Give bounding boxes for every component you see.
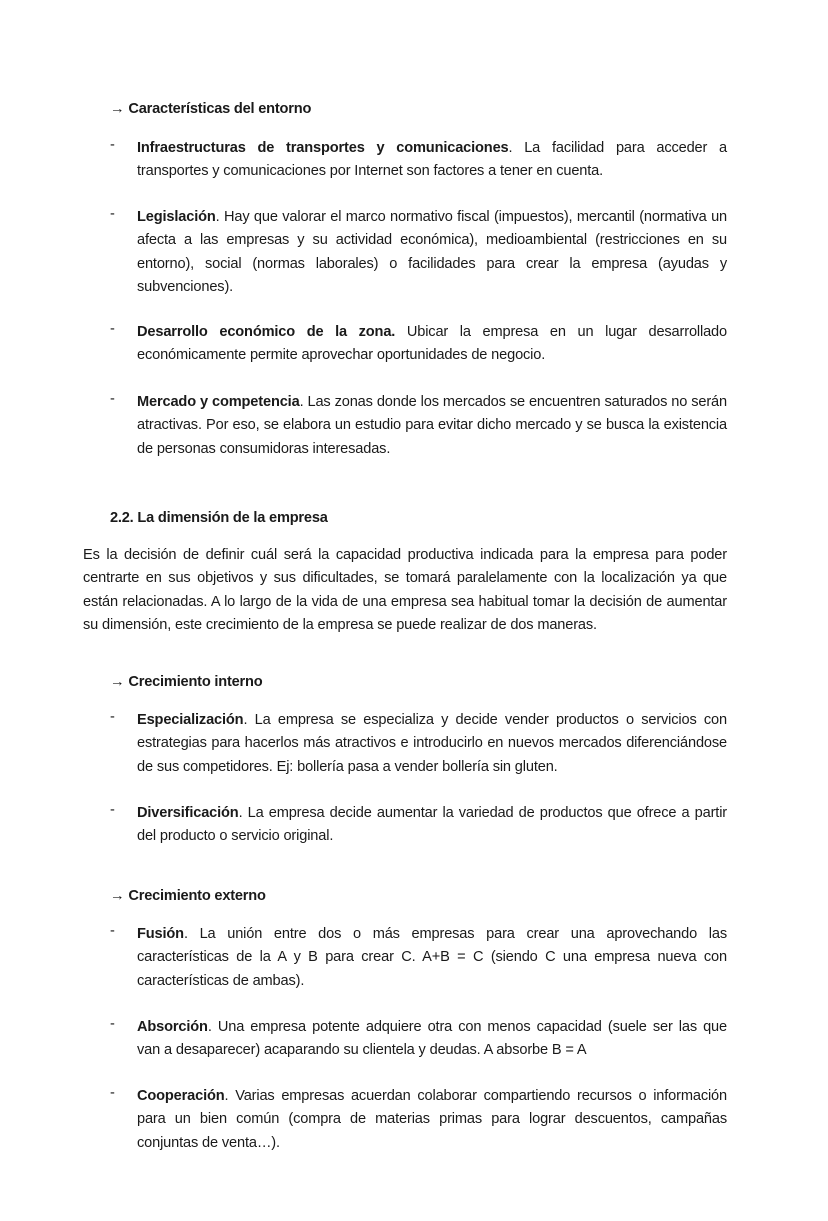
bullet-dash: - <box>110 1016 115 1032</box>
bullet-dash: - <box>110 206 115 222</box>
subheading-text: Crecimiento externo <box>128 888 266 904</box>
arrow-icon: → <box>110 888 125 904</box>
list-item-term: Diversificación <box>137 805 239 821</box>
list-item-body <box>137 923 727 993</box>
subheading-externo <box>110 888 266 904</box>
bullet-dash: - <box>110 321 115 337</box>
bullet-dash: - <box>110 137 115 153</box>
bullet-dash: - <box>110 1085 115 1101</box>
list-item-body <box>137 391 727 461</box>
subheading-entorno <box>110 101 311 117</box>
list-item-term: Fusión <box>137 926 184 942</box>
section-title: 2.2. La dimensión de la empresa <box>110 510 328 526</box>
list-item-body <box>137 137 727 184</box>
arrow-icon: → <box>110 674 125 690</box>
list-item-body <box>137 321 727 368</box>
list-item <box>110 802 727 849</box>
list-item-text: . La empresa se especializa y decide vender productos o servicios con estrategias para hacerlos más atractivos e introducirlo en nuevos mercados diferenciándose de sus competidores. Ej: bollería pasa a vender bollería sin gluten. <box>137 712 727 775</box>
subheading-interno <box>110 674 262 690</box>
list-item-body <box>137 709 727 779</box>
bullet-dash: - <box>110 923 115 939</box>
list-item-text: . Una empresa potente adquiere otra con menos capacidad (suele ser las que van a desaparecer) acaparando su clientela y deudas. A absorbe B = A <box>137 1019 727 1059</box>
list-item <box>110 321 727 368</box>
list-item <box>110 206 727 299</box>
list-item-body <box>137 1085 727 1155</box>
list-item-term: Desarrollo económico de la zona. <box>137 324 396 340</box>
arrow-icon: → <box>110 101 125 117</box>
section-paragraph: Es la decisión de definir cuál será la capacidad productiva indicada para la empresa para poder centrarte en sus objetivos y sus dificultades, se tomará paralelamente con la localización ya que están relacionadas. A lo largo de la vida de una empresa sea habitual tomar la decisión de aumentar su dimensión, este crecimiento de la empresa se puede realizar de dos maneras. <box>83 547 727 633</box>
list-item <box>110 137 727 184</box>
list-item-text: . La facilidad para acceder a transportes y comunicaciones por Internet son factores a tener en cuenta. <box>137 140 727 180</box>
list-item <box>110 1085 727 1155</box>
list-item-text: . La unión entre dos o más empresas para crear una aprovechando las características de la A y B para crear C. A+B = C (siendo C una empresa nueva con características de ambas). <box>137 926 727 989</box>
list-item <box>110 391 727 461</box>
list-item-term: Cooperación <box>137 1088 225 1104</box>
list-item-text: . La empresa decide aumentar la variedad de productos que ofrece a partir del producto o servicio original. <box>137 805 727 845</box>
subheading-text: Crecimiento interno <box>128 674 263 690</box>
bullet-dash: - <box>110 709 115 725</box>
list-item-body <box>137 1016 727 1063</box>
list-item <box>110 1016 727 1063</box>
list-item <box>110 709 727 779</box>
subheading-text: Características del entorno <box>128 101 312 117</box>
list-item-term: Legislación <box>137 209 216 225</box>
list-item-text: . Varias empresas acuerdan colaborar compartiendo recursos o información para un bien común (compra de materias primas para lograr descuentos, campañas conjuntas de venta…). <box>137 1088 727 1151</box>
list-item-text: . Las zonas donde los mercados se encuentren saturados no serán atractivas. Por eso, se elabora un estudio para evitar dicho mercado y se busca la existencia de personas consumidoras interesadas. <box>137 394 727 457</box>
list-item-body <box>137 802 727 849</box>
list-item-term: Infraestructuras de transportes y comunicaciones <box>137 140 509 156</box>
list-item-body <box>137 206 727 299</box>
list-item-text: . Hay que valorar el marco normativo fiscal (impuestos), mercantil (normativa un afecta a las empresas y su actividad económica), medioambiental (restricciones en su entorno), social (normas laborales) o facilidades para crear la empresa (ayudas y subvenciones). <box>137 209 727 295</box>
list-item-term: Absorción <box>137 1019 208 1035</box>
bullet-dash: - <box>110 391 115 407</box>
list-item-term: Especialización <box>137 712 244 728</box>
list-item <box>110 923 727 993</box>
bullet-dash: - <box>110 802 115 818</box>
list-item-term: Mercado y competencia <box>137 394 300 410</box>
list-item-text: Ubicar la empresa en un lugar desarrollado económicamente permite aprovechar oportunidades de negocio. <box>137 324 727 364</box>
